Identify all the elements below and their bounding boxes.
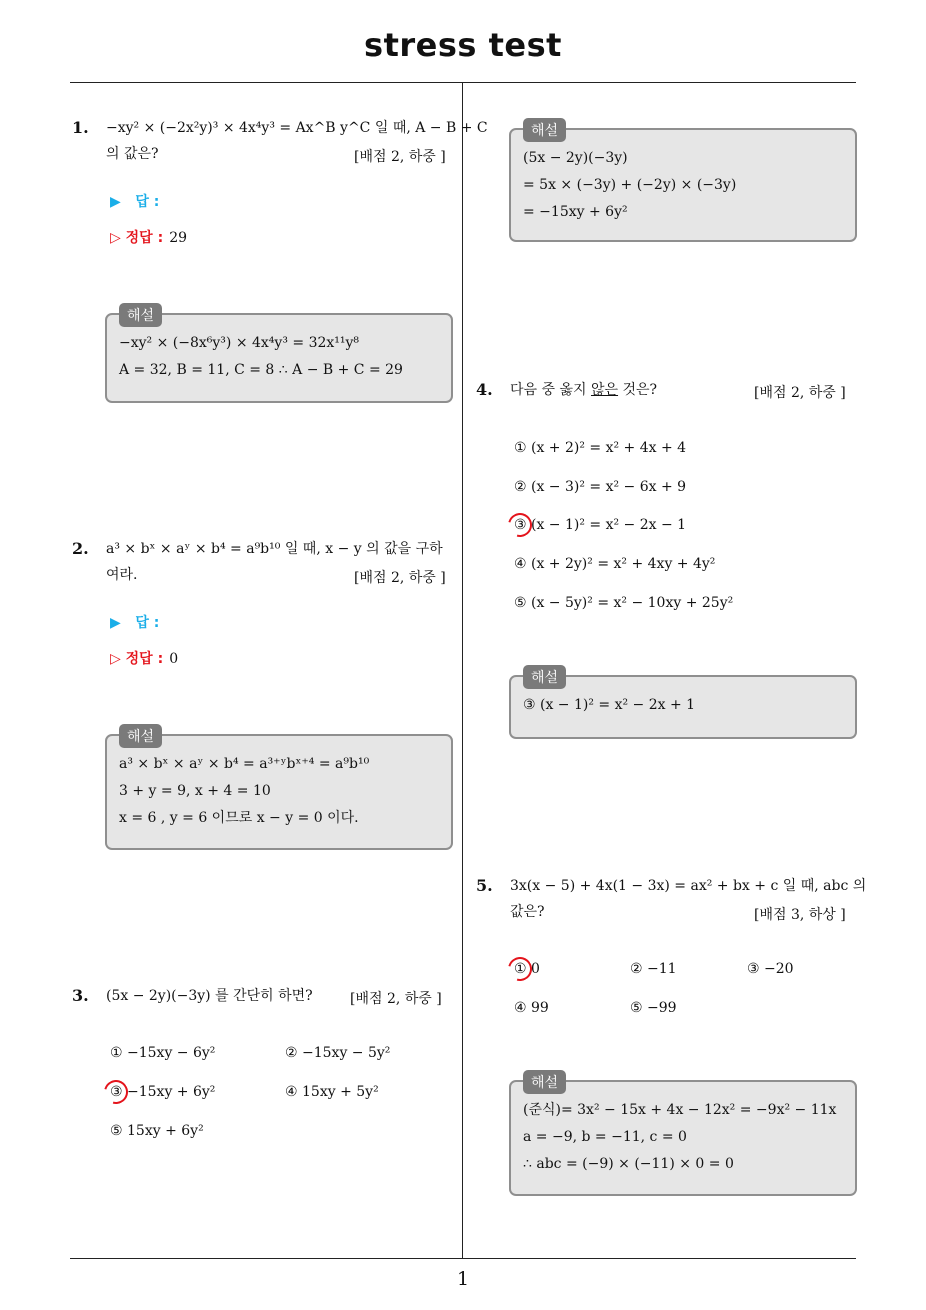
choice-5[interactable]: ⑤ 15xy + 6y²: [110, 1123, 204, 1139]
solution-line: a³ × bˣ × aʸ × b⁴ = a³⁺ʸbˣ⁺⁴ = a⁹b¹⁰: [119, 756, 370, 772]
solution-line: ③ (x − 1)² = x² − 2x + 1: [523, 697, 696, 713]
header-rule: [70, 82, 856, 83]
choice-3[interactable]: ③ −15xy + 6y²: [110, 1084, 216, 1100]
score-meta: [배점 2, 하중 ]: [354, 570, 446, 586]
question-number: 3.: [72, 986, 89, 1005]
solution-box: [105, 308, 453, 403]
question-number: 5.: [476, 876, 493, 895]
triangle-outline-icon: ▷: [110, 230, 121, 246]
choice-2[interactable]: ② −15xy − 5y²: [285, 1045, 391, 1061]
question-text-line: a³ × bˣ × aʸ × b⁴ = a⁹b¹⁰ 일 때, x − y 의 값을 구하: [106, 541, 443, 557]
answer-circle-mark: [504, 509, 537, 542]
score-meta: [배점 2, 하중 ]: [354, 149, 446, 165]
solution-line: = −15xy + 6y²: [523, 204, 628, 220]
choice-2[interactable]: ② (x − 3)² = x² − 6x + 9: [514, 479, 687, 495]
question-text-line: 다음 중 옳지 않은 것은?: [510, 382, 658, 398]
solution-tag: 해설: [119, 303, 162, 327]
solution-line: (5x − 2y)(−3y): [523, 150, 628, 166]
solution-box: [105, 729, 453, 850]
score-meta: [배점 2, 하중 ]: [350, 991, 442, 1007]
solution-line: ∴ abc = (−9) × (−11) × 0 = 0: [523, 1156, 734, 1172]
solution-line: x = 6 , y = 6 이므로 x − y = 0 이다.: [119, 810, 359, 826]
emphasis-underline: 않은: [590, 382, 619, 398]
correct-value: 29: [169, 230, 188, 246]
play-icon: ▶: [110, 615, 121, 631]
score-meta: [배점 3, 하상 ]: [754, 907, 846, 923]
footer-rule: [70, 1258, 856, 1259]
score-meta: [배점 2, 하중 ]: [754, 385, 846, 401]
play-icon: ▶: [110, 194, 121, 210]
solution-line: (준식)= 3x² − 15x + 4x − 12x² = −9x² − 11x: [523, 1102, 837, 1118]
answer-circle-mark: [100, 1076, 133, 1109]
solution-line: = 5x × (−3y) + (−2y) × (−3y): [523, 177, 737, 193]
question-text-line: 값은?: [510, 904, 545, 920]
choice-3[interactable]: ③ (x − 1)² = x² − 2x − 1: [514, 517, 687, 533]
triangle-outline-icon: ▷: [110, 651, 121, 667]
question-number: 4.: [476, 380, 493, 399]
correct-row: [110, 648, 178, 668]
page-number: 1: [456, 1268, 470, 1290]
choice-5[interactable]: ⑤ (x − 5y)² = x² − 10xy + 25y²: [514, 595, 734, 611]
column-divider: [462, 83, 463, 1258]
answer-label: 답 :: [135, 615, 160, 631]
correct-row: [110, 227, 187, 247]
answer-label: 답 :: [135, 194, 160, 210]
choice-5[interactable]: ⑤ −99: [630, 1000, 677, 1016]
question-text-line: −xy² × (−2x²y)³ × 4x⁴y³ = Ax^B y^C 일 때, A − B + C: [106, 120, 488, 136]
choice-4[interactable]: ④ 99: [514, 1000, 549, 1016]
answer-row: [110, 612, 159, 632]
answer-row: [110, 191, 159, 211]
question-text-line: 3x(x − 5) + 4x(1 − 3x) = ax² + bx + c 일 때, abc 의: [510, 878, 867, 894]
question-number: 1.: [72, 118, 89, 137]
solution-line: A = 32, B = 11, C = 8 ∴ A − B + C = 29: [119, 362, 403, 378]
page-title: stress test: [364, 26, 562, 64]
choice-4[interactable]: ④ 15xy + 5y²: [285, 1084, 379, 1100]
choice-2[interactable]: ② −11: [630, 961, 677, 977]
choice-3[interactable]: ③ −20: [747, 961, 794, 977]
solution-line: 3 + y = 9, x + 4 = 10: [119, 783, 271, 799]
solution-tag: 해설: [523, 118, 566, 142]
question-number: 2.: [72, 539, 89, 558]
question-text-line: 여라.: [106, 567, 138, 583]
solution-line: −xy² × (−8x⁶y³) × 4x⁴y³ = 32x¹¹y⁸: [119, 335, 360, 351]
solution-box: [509, 1075, 857, 1196]
solution-line: a = −9, b = −11, c = 0: [523, 1129, 687, 1145]
solution-tag: 해설: [119, 724, 162, 748]
correct-value: 0: [169, 651, 179, 667]
solution-tag: 해설: [523, 1070, 566, 1094]
solution-box: [509, 670, 857, 739]
question-text-line: (5x − 2y)(−3y) 를 간단히 하면?: [106, 988, 313, 1004]
answer-circle-mark: [504, 953, 537, 986]
solution-tag: 해설: [523, 665, 566, 689]
question-text-line: 의 값은?: [106, 146, 159, 162]
solution-box: [509, 123, 857, 242]
choice-1[interactable]: ① −15xy − 6y²: [110, 1045, 216, 1061]
choice-1[interactable]: ① (x + 2)² = x² + 4x + 4: [514, 440, 687, 456]
correct-label: 정답 :: [125, 651, 164, 667]
choice-1[interactable]: ① 0: [514, 961, 540, 977]
correct-label: 정답 :: [125, 230, 164, 246]
choice-4[interactable]: ④ (x + 2y)² = x² + 4xy + 4y²: [514, 556, 716, 572]
